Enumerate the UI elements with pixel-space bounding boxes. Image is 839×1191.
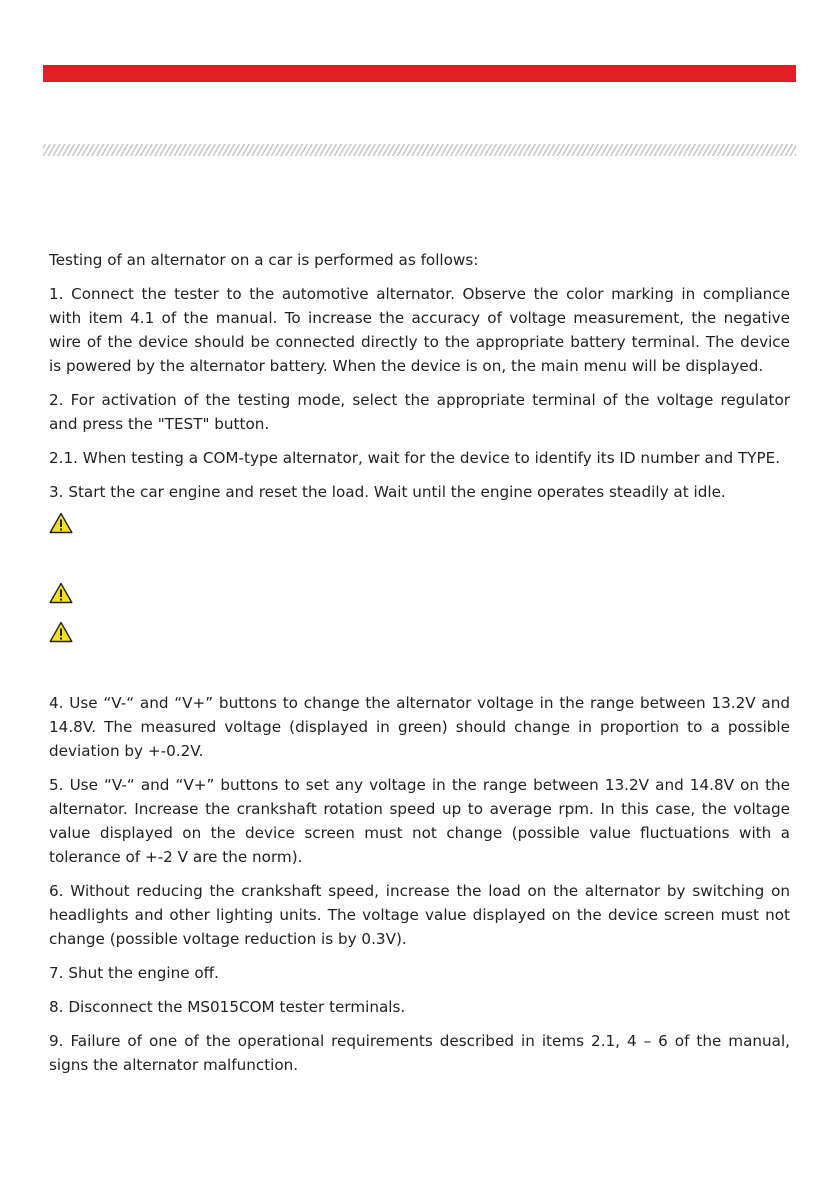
warning-triangle-icon <box>49 582 73 604</box>
step-1: 1. Connect the tester to the automotive alternator. Observe the color marking in compliance with item 4.1 of the manual. To increase the accuracy of voltage measurement, the negative wire of the device should be connected directly to the appropriate battery terminal. The device is powered by the alternator battery. When the device is on, the main menu will be displayed. <box>49 285 790 375</box>
step-2: 2. For activation of the testing mode, select the appropriate terminal of the voltage regulator and press the "TEST" button. <box>49 391 790 433</box>
step-8: 8. Disconnect the MS015COM tester terminals. <box>49 998 406 1016</box>
warning-note-3 <box>49 620 790 644</box>
step-5: 5. Use “V-“ and “V+” buttons to set any voltage in the range between 13.2V and 14.8V on the alternator. Increase the crankshaft rotation speed up to average rpm. In this case, the voltage value displayed on the device screen must not change (possible value fluctuations with a tolerance of +-2 V are the norm). <box>49 776 790 866</box>
manual-content <box>49 248 790 1087</box>
step-9: 9. Failure of one of the operational requirements described in items 2.1, 4 – 6 of the manual, signs the alternator malfunction. <box>49 1032 790 1074</box>
warning-note-1 <box>49 511 790 535</box>
intro-text: Testing of an alternator on a car is performed as follows: <box>49 251 479 269</box>
step-7: 7. Shut the engine off. <box>49 964 219 982</box>
step-4: 4. Use “V-“ and “V+” buttons to change the alternator voltage in the range between 13.2V and 14.8V. The measured voltage (displayed in green) should change in proportion to a possible deviation by +-0.2V. <box>49 694 790 760</box>
warning-triangle-icon <box>49 621 73 643</box>
header-hatch-divider <box>43 144 796 156</box>
header-accent-bar <box>43 65 796 82</box>
step-2-1: 2.1. When testing a COM-type alternator, wait for the device to identify its ID number and TYPE. <box>49 449 781 467</box>
step-3: 3. Start the car engine and reset the load. Wait until the engine operates steadily at idle. <box>49 483 726 501</box>
warning-note-2 <box>49 581 790 605</box>
warning-triangle-icon <box>49 512 73 534</box>
step-6: 6. Without reducing the crankshaft speed, increase the load on the alternator by switching on headlights and other lighting units. The voltage value displayed on the device screen must not change (possible voltage reduction is by 0.3V). <box>49 882 790 948</box>
